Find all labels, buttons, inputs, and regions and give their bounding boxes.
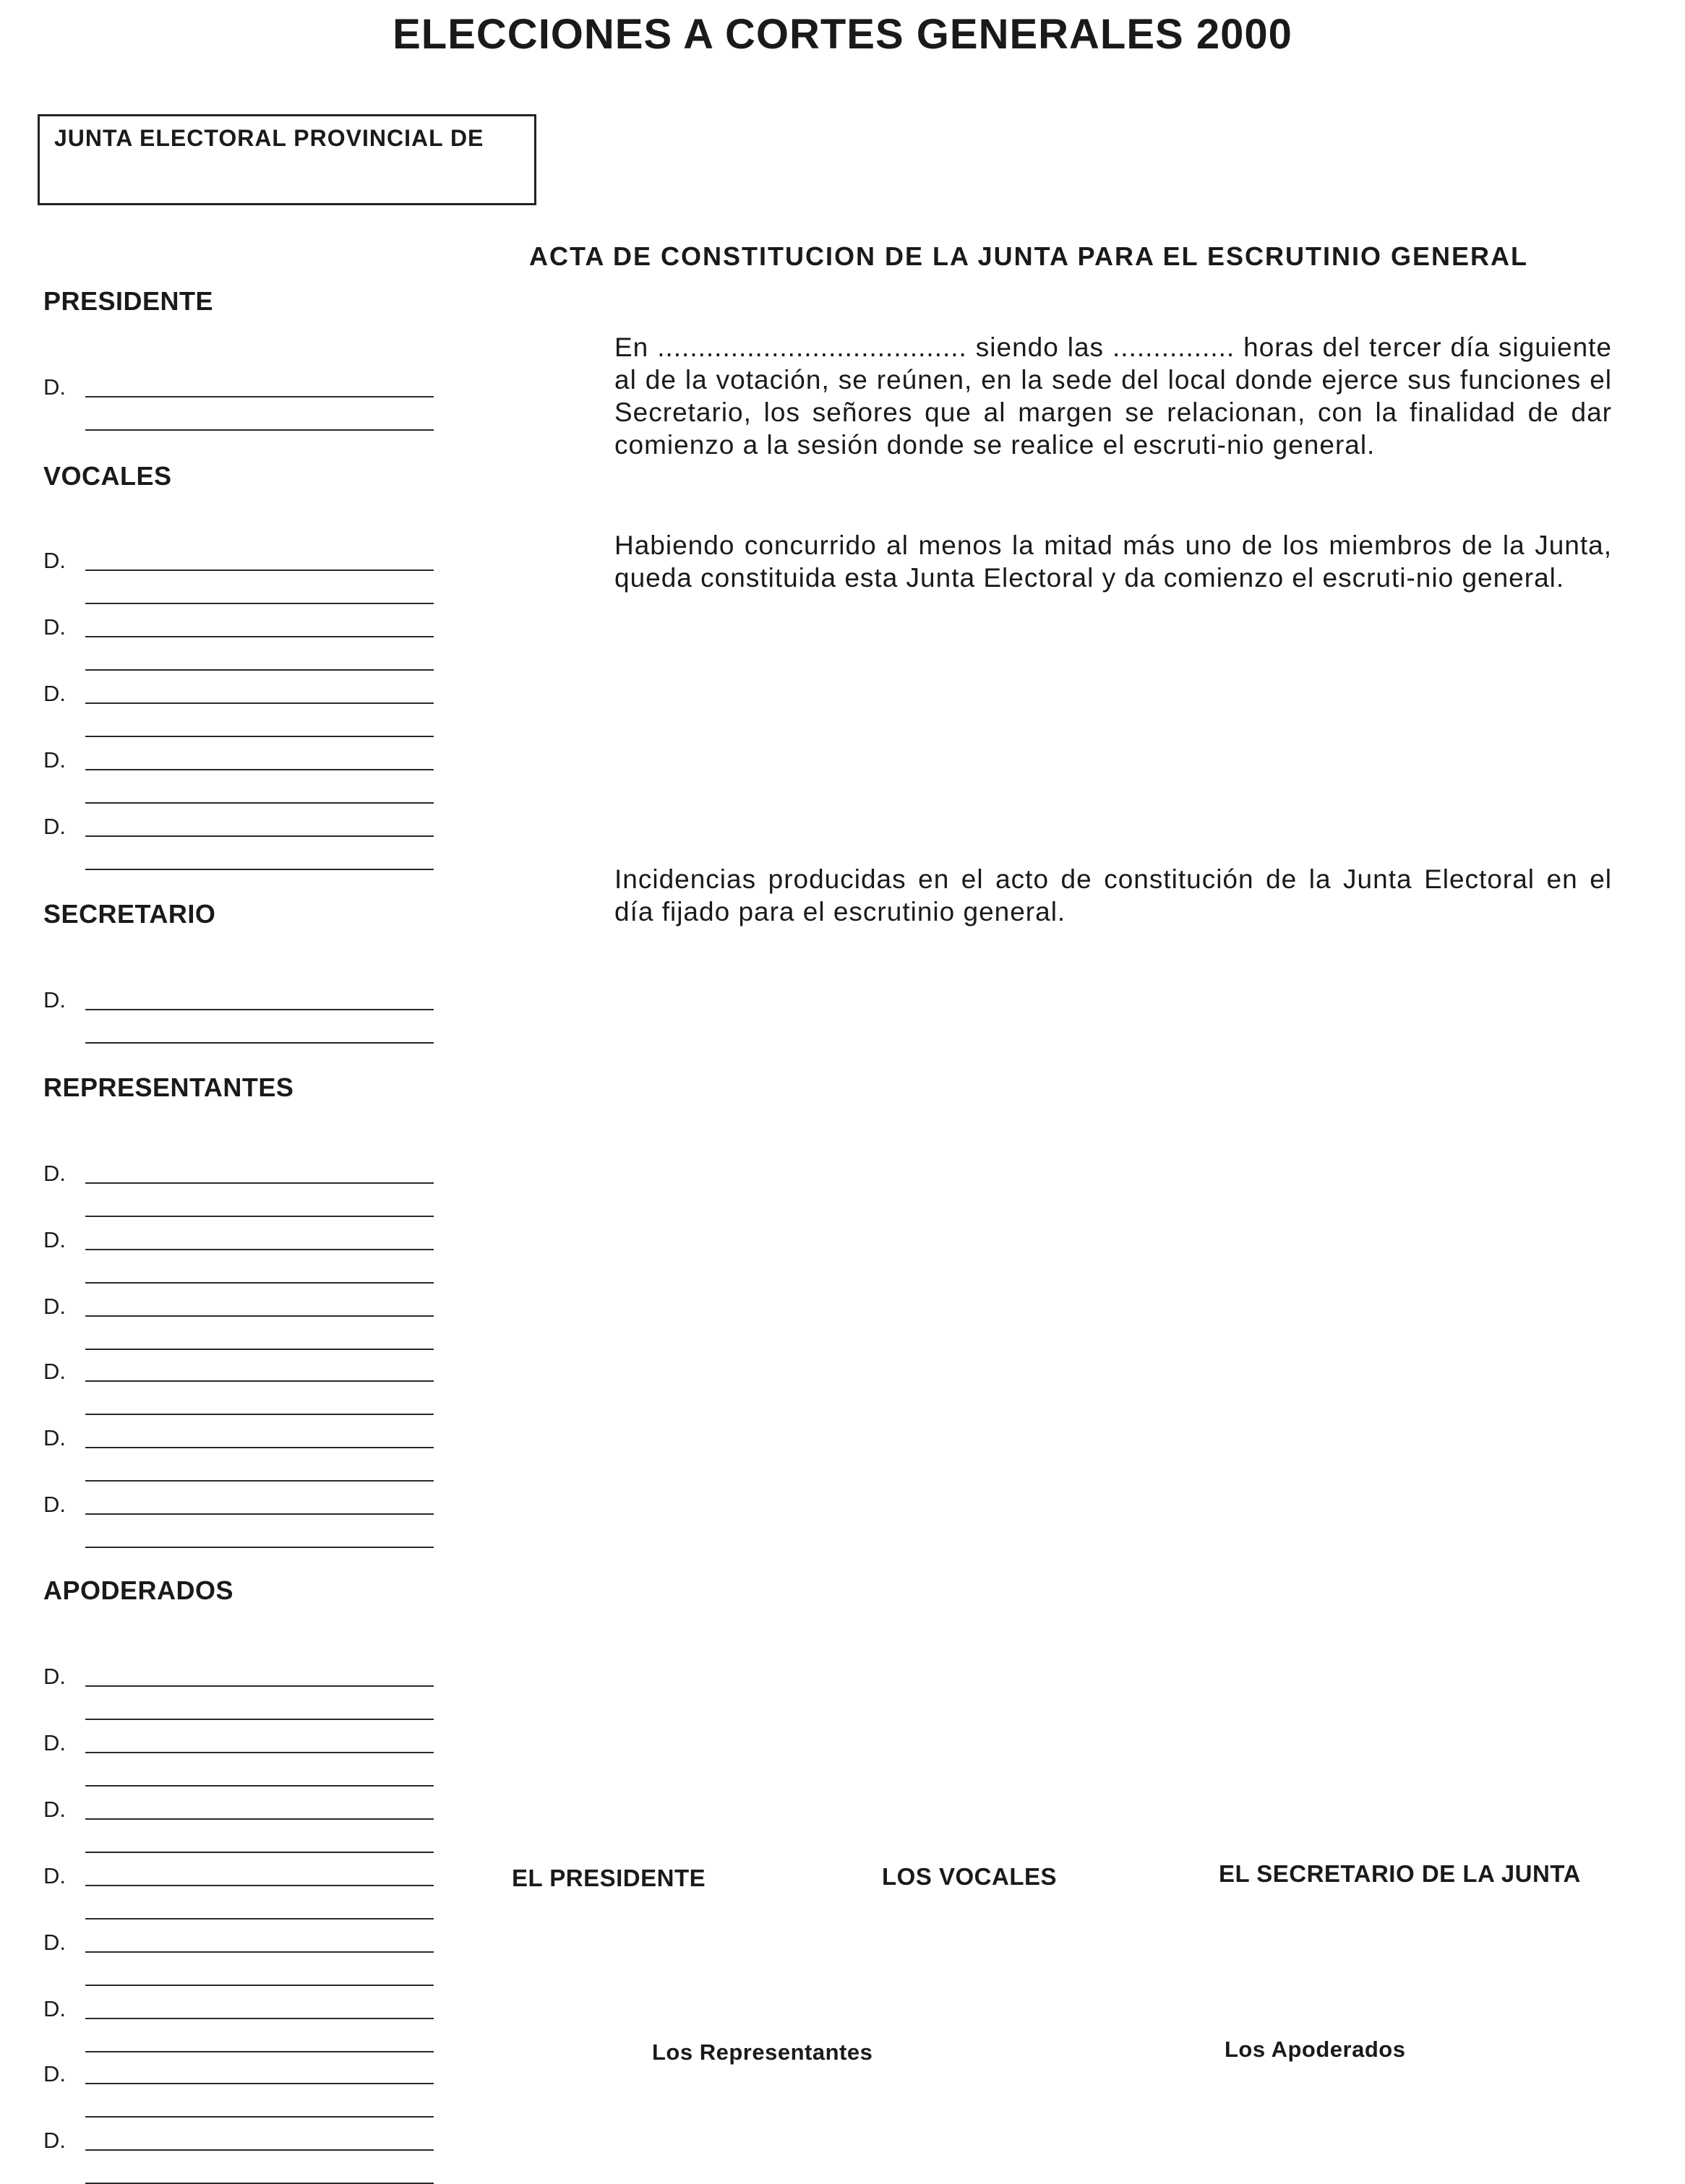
signature-vocales: LOS VOCALES xyxy=(882,1863,1058,1890)
vocales-d-label: D. xyxy=(43,614,66,640)
section-heading-representantes: REPRESENTANTES xyxy=(43,1072,294,1102)
representantes-name-line[interactable] xyxy=(85,1249,434,1250)
vocales-name-line[interactable] xyxy=(85,769,434,770)
representantes-name-line[interactable] xyxy=(85,1447,434,1448)
section-heading-presidente: PRESIDENTE xyxy=(43,286,214,316)
vocales-name-line-2[interactable] xyxy=(85,603,434,604)
representantes-d-label: D. xyxy=(43,1161,66,1186)
apoderados-name-line[interactable] xyxy=(85,1951,434,1953)
apoderados-name-line-2[interactable] xyxy=(85,1985,434,1986)
signature-secretario: EL SECRETARIO DE LA JUNTA xyxy=(1219,1860,1581,1887)
apoderados-name-line[interactable] xyxy=(85,1752,434,1753)
representantes-d-label: D. xyxy=(43,1294,66,1319)
apoderados-name-line[interactable] xyxy=(85,1685,434,1687)
apoderados-name-line[interactable] xyxy=(85,2083,434,2084)
vocales-d-label: D. xyxy=(43,747,66,773)
apoderados-d-label: D. xyxy=(43,1730,66,1755)
document-title: ELECCIONES A CORTES GENERALES 2000 xyxy=(393,11,1292,58)
presidente-name-line[interactable] xyxy=(85,396,434,397)
signature-representantes: Los Representantes xyxy=(652,2039,873,2065)
vocales-name-line-2[interactable] xyxy=(85,736,434,737)
apoderados-name-line-2[interactable] xyxy=(85,1719,434,1720)
apoderados-name-line-2[interactable] xyxy=(85,2116,434,2118)
apoderados-name-line-2[interactable] xyxy=(85,1852,434,1853)
secretario-name-line[interactable] xyxy=(85,1009,434,1010)
paragraph-session: En ...................................... siendo las ............... horas del tercer día siguiente al de la votación, se reúnen, en la sede del local donde ejerce sus funciones el Secretario, los señores que al margen se relacionan, con la finalidad de dar comienzo a la sesión donde se realice el escruti-nio general. xyxy=(614,332,1612,460)
apoderados-d-label: D. xyxy=(43,1664,66,1689)
acta-title: ACTA DE CONSTITUCION DE LA JUNTA PARA EL ESCRUTINIO GENERAL xyxy=(529,241,1529,271)
apoderados-name-line[interactable] xyxy=(85,1885,434,1886)
representantes-name-line[interactable] xyxy=(85,1315,434,1317)
junta-electoral-label: JUNTA ELECTORAL PROVINCIAL DE xyxy=(54,125,484,151)
vocales-name-line[interactable] xyxy=(85,702,434,704)
representantes-name-line-2[interactable] xyxy=(85,1414,434,1415)
paragraph-constituted: Habiendo concurrido al menos la mitad más uno de los miembros de la Junta, queda constituida esta Junta Electoral y da comienzo el escruti-nio general. xyxy=(614,530,1612,593)
vocales-name-line-2[interactable] xyxy=(85,669,434,671)
section-heading-vocales: VOCALES xyxy=(43,461,172,491)
representantes-name-line-2[interactable] xyxy=(85,1216,434,1217)
apoderados-name-line[interactable] xyxy=(85,2018,434,2019)
presidente-name-line-2[interactable] xyxy=(85,429,434,431)
apoderados-d-label: D. xyxy=(43,1863,66,1888)
section-heading-apoderados: APODERADOS xyxy=(43,1575,234,1605)
representantes-name-line-2[interactable] xyxy=(85,1282,434,1284)
apoderados-name-line-2[interactable] xyxy=(85,1918,434,1919)
representantes-d-label: D. xyxy=(43,1492,66,1517)
junta-electoral-box[interactable] xyxy=(38,114,536,205)
representantes-name-line[interactable] xyxy=(85,1380,434,1382)
apoderados-name-line-2[interactable] xyxy=(85,1785,434,1787)
secretario-name-line-2[interactable] xyxy=(85,1042,434,1044)
vocales-d-label: D. xyxy=(43,814,66,839)
apoderados-d-label: D. xyxy=(43,2061,66,2086)
vocales-d-label: D. xyxy=(43,681,66,706)
representantes-d-label: D. xyxy=(43,1425,66,1450)
vocales-name-line[interactable] xyxy=(85,835,434,837)
apoderados-name-line[interactable] xyxy=(85,2149,434,2151)
vocales-name-line-2[interactable] xyxy=(85,869,434,870)
apoderados-name-line-2[interactable] xyxy=(85,2051,434,2052)
representantes-name-line[interactable] xyxy=(85,1513,434,1515)
vocales-name-line-2[interactable] xyxy=(85,802,434,804)
representantes-name-line-2[interactable] xyxy=(85,1349,434,1350)
representantes-d-label: D. xyxy=(43,1227,66,1252)
signature-apoderados: Los Apoderados xyxy=(1225,2037,1406,2062)
representantes-name-line-2[interactable] xyxy=(85,1480,434,1482)
apoderados-d-label: D. xyxy=(43,1797,66,1822)
section-heading-secretario: SECRETARIO xyxy=(43,899,216,929)
apoderados-d-label: D. xyxy=(43,1930,66,1955)
secretario-d-label: D. xyxy=(43,987,66,1013)
paragraph-incidencias: Incidencias producidas en el acto de constitución de la Junta Electoral en el día fijado para el escrutinio general. xyxy=(614,864,1612,927)
apoderados-name-line[interactable] xyxy=(85,1818,434,1820)
signature-presidente: EL PRESIDENTE xyxy=(512,1865,706,1891)
apoderados-d-label: D. xyxy=(43,2128,66,2153)
apoderados-d-label: D. xyxy=(43,1996,66,2021)
representantes-d-label: D. xyxy=(43,1359,66,1384)
vocales-name-line[interactable] xyxy=(85,569,434,571)
representantes-name-line-2[interactable] xyxy=(85,1547,434,1548)
representantes-name-line[interactable] xyxy=(85,1182,434,1184)
vocales-name-line[interactable] xyxy=(85,636,434,637)
vocales-d-label: D. xyxy=(43,548,66,573)
presidente-d-label: D. xyxy=(43,374,66,400)
